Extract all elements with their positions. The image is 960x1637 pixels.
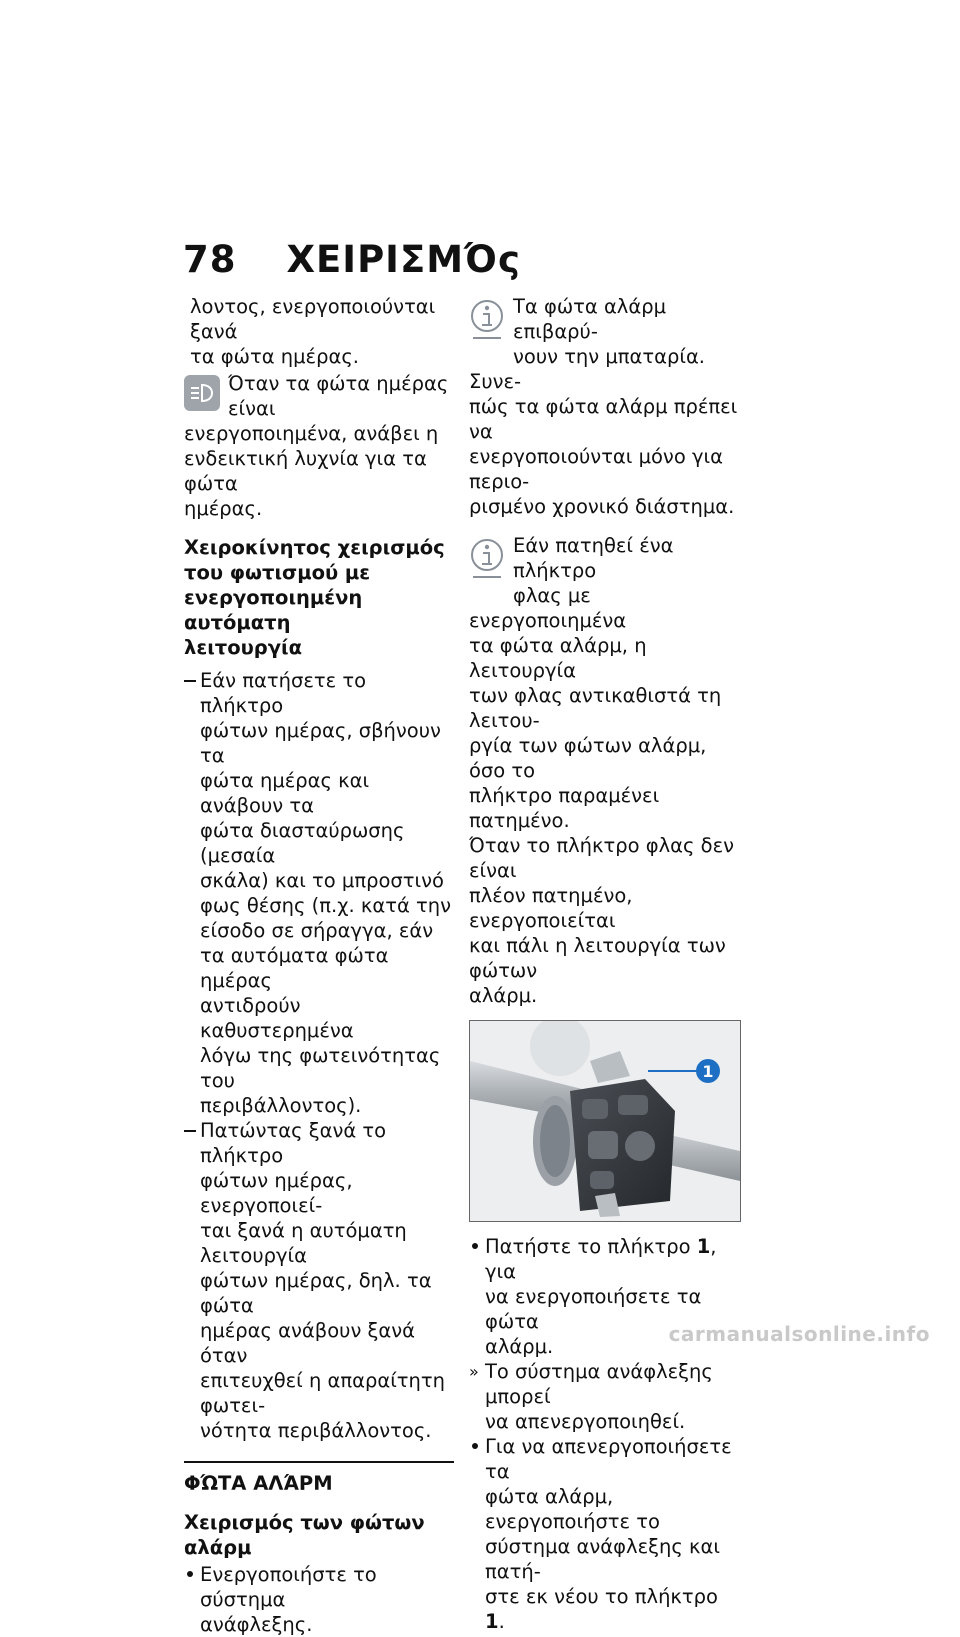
manual-lighting-heading: Χειροκίνητος χειρισμός του φωτισμού με ενεργοποιημένη αυτόματη λειτουργία — [184, 536, 445, 659]
daytime-light-icon — [184, 375, 220, 411]
dash-item-daylight-off: Εάν πατήσετε το πλήκτρο φώτων ημέρας, σβήνουν τα φώτα ημέρας και ανάβουν τα φώτα διασταύρωσης (μεσαία σκάλα) και το μπροστινό φως θέσης (π.χ. κατά την είσοδο σε σήραγγα, εάν τα αυτόματα φώτα ημέρας αντιδρούν καθυστερημένα λόγω της φωτεινότητας του περιβάλλοντος). — [184, 668, 454, 1118]
chapter-title: ΧΕΙΡΙΣΜΌς — [286, 238, 521, 281]
left-column — [184, 294, 454, 1637]
hazard-operation-heading: Χειρισμός των φώτων αλάρμ — [184, 1511, 425, 1559]
info-note-battery: Τα φώτα αλάρμ επιβαρύ- νουν την μπαταρία. Συνε- πώς τα φώτα αλάρμ πρέπει να ενεργοποιούνται μόνο για περιο- ρισμένο χρονικό διάστημα. — [469, 295, 738, 518]
result-ignition-off: » Το σύστημα ανάφλεξης μπορεί να απενεργοποιηθεί. — [469, 1360, 713, 1433]
page-number: 78 — [183, 238, 237, 281]
dash-item-daylight-auto: Πατώντας ξανά το πλήκτρο φώτων ημέρας, ενεργοποιεί- ται ξανά η αυτόματη λειτουργία φώτων ημέρας, δηλ. τα φώτα ημέρας ανάβουν ξανά όταν επιτευχθεί η απαραίτητη φωτει- νότητα περιβάλλοντος. — [184, 1118, 454, 1443]
info-icon — [469, 537, 505, 587]
bullet-ignition-on: Ενεργοποιήστε το σύστημα ανάφλεξης. — [184, 1562, 454, 1637]
bullet-deactivate: Για να απενεργοποιήσετε τα φώτα αλάρμ, ενεργοποιήστε το σύστημα ανάφλεξης και πατή- στε εκ νέου το πλήκτρο 1. — [469, 1434, 741, 1634]
info-icon — [469, 298, 505, 348]
daylight-indicator-note: Όταν τα φώτα ημέρας είναι ενεργοποιημένα, ανάβει η ενδεικτική λυχνία για τα φώτα ημέρας. — [184, 372, 449, 520]
intro-paragraph: λοντος, ενεργοποιούνται ξανά τα φώτα ημέρας. — [190, 295, 436, 368]
bullet-press-button: Πατήστε το πλήκτρο 1, για να ενεργοποιήσετε τα φώτα αλάρμ. — [469, 1234, 741, 1359]
section-divider — [184, 1461, 454, 1463]
watermark: carmanualsonline.info — [668, 1322, 930, 1346]
figure-callout-1: 1 — [702, 1062, 714, 1081]
info-note-turn-signal: Εάν πατηθεί ένα πλήκτρο φλας με ενεργοποιημένα τα φώτα αλάρμ, η λειτουργία των φλας αντικαθιστά τη λειτου- ργία των φώτων αλάρμ, όσο το πλήκτρο παραμένει πατημένο. Όταν το πλήκτρο φλας δεν είναι πλέον πατημένο, ενεργοποιείται και πάλι η λειτουργία των φώτων αλάρμ. — [469, 534, 735, 1007]
section-title: ΦΏΤΑ ΑΛΆΡΜ — [184, 1472, 333, 1495]
right-column — [469, 294, 741, 1634]
handlebar-switch-figure — [469, 1020, 741, 1222]
page-header — [183, 238, 521, 281]
